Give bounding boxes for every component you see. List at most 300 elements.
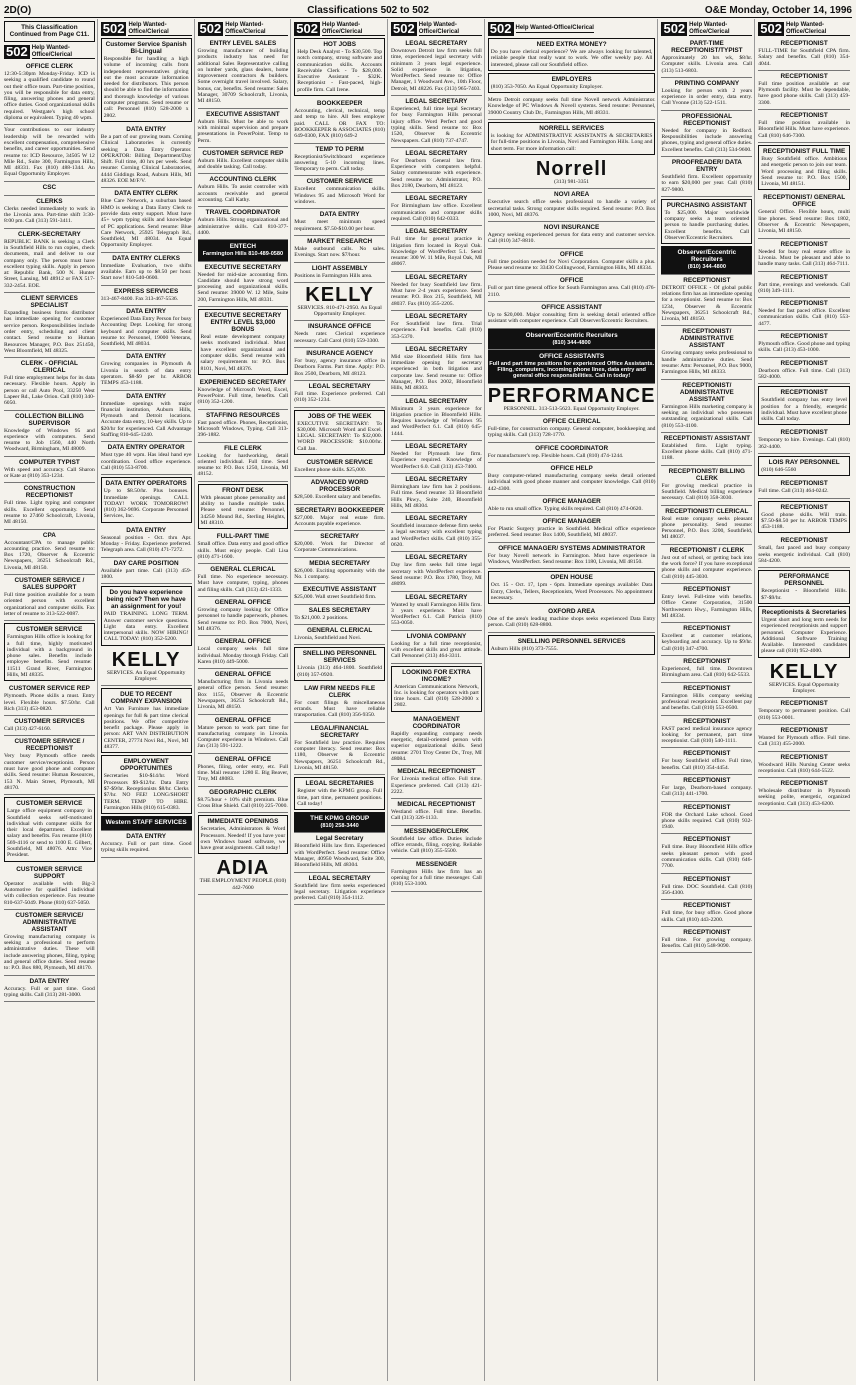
advertiser-logo-text: KELLY [769, 660, 839, 683]
classified-ad [198, 174, 289, 207]
ad-title: PROFESSIONAL RECEPTIONIST [681, 112, 733, 127]
classified-ad [4, 61, 95, 125]
ad-body: Looking for a full time receptionist, with excellent skills and great attitude. Call Personnel (313) 464-3311. [391, 640, 482, 660]
classification-header [198, 22, 289, 36]
ad-title: FULL-PART TIME [216, 533, 270, 541]
classified-ad [488, 496, 656, 516]
ad-title: STAFFING RESOURCES [206, 411, 280, 419]
ad-body: Full time. Experience preferred. Call (810) 352-1234. [294, 390, 386, 404]
advertiser-logo-text: Norrell [535, 157, 608, 180]
ad-body: Looking for person with 2 years experience in order entry, data entry. Call Yvonne (313) 522-1511. [661, 87, 753, 107]
classified-ad [294, 683, 385, 723]
ad-body: Day law firm seeks full time legal secretary with WordPerfect experience. Send resume: P.O. Box 1780, Troy, MI 48099. [391, 562, 482, 588]
ad-body: Busy Southfield office. Ambitious and energetic person to join our team. Word processing and filing skills. Send resume to: P.O. Box 1500, Livonia, MI 48151. [761, 155, 847, 188]
classified-ad [661, 275, 752, 327]
ad-title: COMPUTER TYPIST [19, 458, 80, 466]
ad-body: Needs rater. Clerical experience necessary. Call Carol (810) 559-3300. [294, 331, 386, 344]
ad-body: Manufacturing firm in Livonia needs general office person. Send resume: Box 1155, Observer & Eccentric Newspapers, 36251 Schoolcraft Rd., Livonia, MI 48150. [197, 679, 289, 711]
classified-ad [391, 799, 482, 826]
ad-title: DATA ENTRY CLERK [114, 190, 178, 198]
ad-title: LEGAL SECRETARY [405, 345, 468, 353]
ad-title: LOIS RAY PERSONNEL [768, 458, 840, 466]
classified-ad [758, 71, 850, 110]
ad-title: FILE CLERK [224, 444, 262, 452]
ad-title: LEGAL SECRETARY [405, 593, 468, 601]
ad-body: Make outbound calls. No sales. Evenings. Start now. $7/hour. [294, 245, 386, 259]
ad-body: Full time. No experience necessary. Must have computer, typing, phones and filing skills. Call (313) 421-1333. [197, 574, 289, 593]
classified-ad [294, 505, 385, 532]
classified-ad [198, 564, 289, 597]
classified-ad [661, 380, 752, 433]
ad-title: RECEPTIONIST [780, 72, 828, 80]
advertiser-logo-text: KELLY [305, 283, 375, 306]
ad-title: GENERAL OFFICE [214, 638, 272, 646]
ad-body: Full time position needed for Novi Corporation. Computer skills a plus. Please send resume to: 33430 Collingwood, Farmington Hills, MI 48334. [487, 258, 656, 272]
ad-body: Growing manufacturing company is seeking a professional to perform administrative duties. These will include answering phones, filing, typing and general office duties. Send resume to: P.O. Box 880, Plymouth, MI 48170. [4, 933, 95, 972]
ad-title: LEGAL SECRETARIES [305, 780, 374, 788]
ad-body: Accuracy. Full or part time. Good typing skills. Call (313) 281-3000. [4, 985, 95, 998]
ad-title: RECEPTIONIST [780, 389, 828, 397]
classified-ad [198, 207, 289, 240]
ad-body: Experienced, full time legal Secretary for busy Farmington Hills personal injury office. Word Perfect and good typing skills. Send resume to: Box 1520, Observer & Eccentric Newspapers. Call (810) 737-4747. [391, 106, 482, 144]
ad-body: Needed for fast paced office. Excellent communication skills. Call (810) 553-4477. [758, 308, 850, 327]
classification-label: Help Wanted-Office/Clerical [128, 22, 191, 35]
classified-ad [661, 78, 752, 111]
ad-title: RECEPTIONIST [780, 112, 828, 120]
ad-title: LEGAL SECRETARY [405, 443, 468, 451]
ad-body: Just out of school, or getting back into the work force? If you have exceptional phone skills and computer experience. Call (810) 445-3030. [661, 554, 753, 580]
ad-title: EXECUTIVE ASSISTANT [206, 110, 280, 118]
ad-body: Rapidly expanding company needs energetic, detail-oriented person with superior organizational skills. Send resume: 2701 Troy Center Dr., Troy, MI 48084. [391, 730, 482, 762]
ad-body: Full time position available in Bloomfield Hills. Must have experience. Call (810) 646-7300. [758, 120, 850, 139]
ad-body: Excellent communication skills. Windows 95 and Microsoft Word for windows. [294, 186, 386, 206]
ad-body: Experienced, full time. Downtown Birmingham area. Call (810) 642-5533. [661, 666, 753, 679]
classified-ad [488, 606, 656, 633]
ad-title: RECEPTIONIST/ ASSISTANT [663, 434, 750, 442]
ad-body: Experienced Data Entry Person for busy Accounting Dept. Looking for strong keyboard and computer skills. Send resume to: Personnel, 19000 Veterans, Southfield, MI 48034. [100, 315, 192, 348]
classified-ad [294, 263, 385, 283]
classified-ad [198, 262, 289, 307]
classified-ad [758, 192, 850, 238]
ad-body: Bloomfield Hills law firm. Experienced with WordPerfect. Send resume: Office Manager, 40950 Woodward, Suite 300, Bloomfield Hills, MI 48304. [294, 843, 386, 869]
ad-body: Needed for mid-size accounting firm. Candidate should have strong word processing and organizational skills. Send resume: 39000 W. 12 Mile, Suite 200, Farmington Hills, MI 48331. [197, 271, 289, 303]
classification-number: 502 [6, 44, 28, 59]
classified-ad [101, 688, 192, 753]
classified-ad [391, 96, 482, 148]
ad-title: NORRELL SERVICES [539, 125, 604, 133]
classified-ad [391, 513, 482, 552]
classification-header [758, 22, 850, 36]
ad-title: INSURANCE OFFICE [308, 323, 372, 331]
classification-number: 502 [296, 21, 318, 36]
classification-header [4, 45, 95, 59]
ad-body: With pleasant phone personality and ability to handle multiple tasks. Please send resume: Personnel, 34250 Mound Rd., Sterling Heights, MI 48310. [200, 494, 286, 526]
classified-ad [488, 571, 656, 604]
classification-number: 502 [199, 21, 222, 36]
ad-body: Entry level. Full-time with benefits. Office Center Corporation, 31500 Northwestern Hwy., Farmington Hills, MI 48334. [661, 593, 753, 619]
ad-body: (810) 344-4800 [687, 264, 726, 271]
ad-title: OFFICE [559, 250, 584, 258]
ad-body: Livonia, Southfield and Novi. [294, 634, 362, 641]
classified-ad [198, 597, 289, 636]
ad-body: Executive search office seeks professional to handle a variety of secretarial tasks. Strong computer skills required. Send resume: P.O. Box 1000, Novi, MI 48376. [487, 199, 656, 218]
classified-ad [4, 736, 95, 795]
ad-body: Secretaries $10-$14/hr. Word Processors $9-$12/hr. Data Entry $7-$9/hr. Receptionists $8/hr. Clerks $7/hr. NO FEE! LONG/SHORT TERM. TEMP TO HIRE. Farmington Hills (810) 615-0383. [103, 773, 189, 811]
ad-body: SERVICES. 810-471-2950. An Equal Opportunity Employer. [297, 304, 382, 318]
classified-ad [488, 350, 656, 384]
classified-ad [391, 193, 482, 226]
ad-body: Farmington Hills office is looking for a full time, highly motivated individual with a background in phone sales. Benefits include employee benefits. Send resume: 11511 Grand River, Farmington Hills, MI 48335. [7, 634, 92, 678]
ad-title: CUSTOMER SERVICE REP [8, 685, 90, 693]
column-1 [4, 19, 98, 1381]
ad-body: Southfield company has entry level position for a friendly, energetic individual. Must have excellent phone skills. Call today. [761, 397, 847, 423]
classified-ad [391, 592, 482, 631]
classified-ad [294, 283, 385, 322]
ad-title: DATA ENTRY [319, 211, 360, 219]
ad-body: DETROIT OFFICE - Of global public relations firm has an immediate opening for a receptionist. Send resume to: Box 1234, Observer & Eccentric Newspapers, 36251 Schoolcraft Rd., Livonia, MI 48150. [661, 284, 753, 323]
classified-ad [758, 298, 850, 331]
ad-body: $26,000. Exciting opportunity with the No. 1 company. [294, 567, 386, 581]
ad-title: ENTRY LEVEL SALES [209, 40, 277, 47]
ad-body: Phones, filing, order entry, etc. Full time. Mail resume: 1280 E. Big Beaver, Troy, MI 48083. [197, 763, 289, 783]
classified-ad [101, 525, 192, 558]
classified-ad [101, 442, 192, 475]
classification-label: Help Wanted-Office/Clerical [689, 22, 752, 35]
ad-title: RECEPTIONIST [683, 750, 731, 758]
ad-body: Be a part of our growing team. Corning Clinical Laboratories is currently seeking a Data Entry Operator. OPERATOR: Billing Department/Day Shift. Full time, 40 hrs per week. Send resume: Corning Clinical Laboratories, 4444 Giddings Road, Auburn Hills, MI 48326. EOE M/F/V. [100, 133, 192, 185]
ad-body: Needed for busy real estate office in Livonia. Must be pleasant and able to handle many tasks. Call (313) 464-7111. [758, 248, 850, 268]
ad-title: RECEPTIONIST [683, 902, 731, 910]
classified-ad [294, 236, 385, 263]
ad-body: $8.75/hour + 10% shift premium. Blue Cross Blue Shield. Call (810) 225-7000. [197, 796, 289, 809]
ad-title: GENERAL CLERICAL [307, 626, 373, 634]
ad-title: CONSTRUCTION RECEPTIONIST [23, 485, 76, 500]
ad-title: LEGAL SECRETARY [405, 228, 468, 236]
ad-title: RECEPTIONIST [780, 300, 828, 308]
classified-ad [294, 777, 385, 810]
ad-body: EXECUTIVE SECRETARY: To $30,000. Microsoft Word and Excel. LEGAL SECRETARY: To $32,000. WORD PROCESSOR: $10.00/hr. Call Jan. [297, 420, 383, 452]
ad-body: Full-time, for construction company. General computer, bookkeeping and typing skills. Call (313) 728-1770. [487, 426, 656, 439]
classified-ad [198, 856, 289, 895]
classified-ad [101, 648, 192, 687]
ad-title: MANAGEMENT COORDINATOR [412, 715, 461, 730]
ad-title: CSC [42, 183, 57, 191]
ad-title: RECEPTIONIST [780, 503, 828, 511]
ad-title: OFFICE ASSISTANT [541, 303, 602, 311]
ad-title: LEGAL SECRETARY [405, 397, 468, 405]
ad-body: Receptionist/Switchboard experience answering 5-10 incoming lines. Temporary to perm. Call today. [294, 153, 386, 173]
ad-title: LEGAL/FINANCIAL SECRETARY [310, 724, 369, 739]
classified-ad [758, 660, 850, 699]
ad-title: DATA ENTRY [126, 526, 167, 534]
ad-title: RECEPTIONIST [780, 537, 828, 545]
ad-body: Full time for general practice in litigation firm located in Royal Oak. Knowledge of WordPerfect 5.1. Send resume: 300 W. 11 Mile, Royal Oak, MI 48067. [391, 236, 482, 268]
ad-title: OPEN HOUSE [550, 574, 593, 582]
classified-ad [4, 683, 95, 716]
classified-ad [101, 306, 192, 351]
ad-title: RECEPTIONIST/ BILLING CLERK [668, 467, 746, 482]
ad-title: SALES SECRETARY [308, 606, 371, 614]
classified-ad [4, 797, 95, 861]
ad-title: EMPLOYERS [551, 75, 592, 83]
ad-body: Part time, evenings and weekends. Call (810) 349-1111. [758, 281, 850, 294]
ad-title: CUSTOMER SERVICE/ ADMINISTRATIVE ASSISTANT [15, 911, 84, 933]
ad-body: For Southfield law practice. Requires computer literacy. Send resume: Box 1180, Observer & Eccentric Newspapers, 36251 Schoolcraft Rd., Livonia, MI 48150. [294, 739, 386, 771]
ad-title: CUSTOMER SERVICE [16, 800, 83, 808]
classified-ad [661, 584, 752, 623]
ad-title: LEGAL SECRETARY [405, 98, 468, 106]
ad-title: OFFICE [559, 277, 584, 285]
ad-body: (313) 981-3351 [554, 178, 590, 185]
ad-body: Full time, for busy office. Good phone skills. Call (810) 443-2200. [661, 910, 753, 923]
ad-title: DATA ENTRY CLERKS [112, 254, 180, 262]
ad-body: Temporary to permanent position. Call (810) 553-0001. [758, 708, 850, 721]
ad-body: Westland office. Full time. Benefits. Call (313) 326-1133. [391, 809, 482, 822]
ad-title: RECEPTIONIST / CLERK [669, 546, 745, 554]
ad-body: Must meet minimum speed requirement. $7.50-$10.00 per hour. [294, 219, 386, 232]
classified-ad [391, 396, 482, 441]
classified-ad [294, 625, 385, 645]
ad-body: For Plastic Surgery practice in Southfield. Medical office experience preferred. Send resume: Box 1400, Southfield, MI 48037. [487, 526, 656, 539]
classified-ad [101, 477, 192, 522]
ad-body: Full time. Light typing and computer skills. Excellent opportunity. Send resume to 27460 Schoolcraft, Livonia, MI 48150. [4, 500, 95, 526]
classified-ad [101, 586, 192, 645]
ad-body: Agency seeking experienced person for data entry and customer service. Call (810) 347-8810. [487, 232, 656, 245]
column-2 [101, 19, 195, 1381]
column-6 [488, 19, 659, 1381]
ad-title: RECEPTIONIST [780, 753, 828, 761]
classified-ad [488, 189, 656, 222]
classified-ad [661, 199, 752, 244]
classification-header [661, 22, 752, 36]
ad-title: RECEPTIONIST [683, 717, 731, 725]
ad-title: TEMP TO PERM [315, 145, 364, 153]
classified-ad [101, 558, 192, 585]
ad-title: CLERKS [36, 197, 63, 205]
ad-body: Local company seeks full time individual. Monday through Friday. Call Karen (810) 449-5000. [197, 646, 289, 665]
classified-ad [758, 239, 850, 272]
ad-title: EXPERIENCED SECRETARY [199, 378, 287, 386]
page-number: 2D(O) [4, 4, 32, 16]
ad-body: Oct. 15 - Oct. 17, 1pm - 6pm. Immediate openings available: Data Entry, Clerks, Tellers, Receptionists, Word Processors. No appointment necessary. [490, 582, 653, 601]
classified-ad [661, 466, 752, 506]
ad-title: DATA ENTRY [126, 307, 167, 315]
ad-body: Call (313) 427-6160. [4, 726, 52, 733]
classified-ad [758, 698, 850, 725]
ad-body: Farmington Hills law firm has an opening for a full time messenger. Call (810) 553-3100. [391, 868, 482, 888]
classified-ad [198, 377, 289, 410]
classified-ad [661, 874, 752, 901]
ad-title: SECRETARY/ BOOKKEEPER [295, 506, 384, 514]
ad-title: DATA ENTRY OPERATORS [105, 480, 187, 488]
classified-ad [391, 631, 482, 664]
classified-ad [101, 188, 192, 252]
classified-ad [758, 478, 850, 498]
ad-title: DATA ENTRY [126, 125, 167, 133]
ad-title: RECEPTIONIST [780, 273, 828, 281]
classification-label: Help Wanted-Office/Clerical [515, 25, 594, 32]
ad-title: OFFICE CLERK [25, 63, 73, 70]
ad-title: SNELLING PERSONNEL SERVICES [517, 637, 626, 645]
ad-body: Full or part time general office for South Farmington area. Call (810) 476-2110. [487, 285, 656, 298]
classified-ad [391, 766, 482, 799]
ad-title: MEDICAL RECEPTIONIST [397, 801, 476, 809]
classified-ad [4, 457, 95, 484]
classified-ad [758, 386, 850, 425]
ad-title: OFFICE COORDINATOR [535, 444, 609, 452]
ad-title: DATA ENTRY [126, 353, 167, 361]
ad-body: Southfield firm. Excellent opportunity to earn $20,000 per year. Call (810) 827-9800. [661, 173, 753, 193]
ad-title: RECEPTIONIST [683, 658, 731, 666]
ad-title: LEGAL SECRETARY [405, 40, 468, 47]
ad-title: EXECUTIVE ASSISTANT [302, 586, 377, 594]
ad-body: Wholesale distributor in Plymouth seeking polite, energetic, organized receptionist. Call (313) 453-6200. [758, 788, 850, 807]
ad-title: MEDIA SECRETARY [309, 559, 371, 567]
classified-ad [294, 477, 385, 504]
ad-title: LIGHT ASSEMBLY [311, 264, 368, 272]
ad-title: MARKET RESEARCH [307, 237, 373, 245]
ad-body: Urgent short and long term needs for experienced receptionists and support personnel. Computer Experience. Additional Software Training Available. Interested candidates please call (810) 952-4000. [761, 616, 847, 655]
ad-body: Southfield insurance defense firm seeks a legal secretary with excellent typing and WordPerfect skills. Call (810) 355-0620. [391, 523, 482, 549]
classified-ad [4, 575, 95, 621]
ad-body: For large, Dearborn-based company. Call (313) 441-1700. [661, 785, 753, 798]
classified-ad [294, 381, 385, 408]
classified-ad [198, 636, 289, 669]
ad-title: DATA ENTRY [29, 977, 70, 985]
ad-title: RECEPTIONIST FULL TIME [762, 147, 846, 155]
ad-title: CUSTOMER SERVICE / SALES SUPPORT [14, 577, 85, 592]
classified-ad [4, 196, 95, 229]
classified-ad [758, 38, 850, 71]
classified-ad [4, 411, 95, 457]
classified-ad [294, 410, 385, 455]
classification-number: 502 [760, 21, 782, 36]
classified-ad [758, 427, 850, 454]
ad-title: LEGAL SECRETARY [405, 554, 468, 562]
ad-body: With speed and accuracy. Call Sharon or Kate at (810) 353-1234. [4, 466, 95, 480]
classified-ad [758, 456, 850, 476]
ad-body: THE EMPLOYMENT PEOPLE (810) 442-7600 [199, 878, 287, 891]
classified-ad [198, 754, 289, 787]
ad-title: RECEPTIONIST/ GENERAL OFFICE [763, 194, 846, 209]
ad-title: Western STAFF SERVICES [105, 819, 187, 827]
classified-ad [758, 501, 850, 534]
ad-title: Do you have experience being nice? Then we have an assignment for you! [106, 589, 186, 611]
classified-ad [4, 910, 95, 976]
ad-body: Woodward Hills Nursing Center seeks receptionist. Call (810) 644-5522. [758, 761, 850, 774]
classified-ad [198, 148, 289, 175]
ad-body: For Livonia medical office. Full time. Experience preferred. Call (313) 421-2222. [391, 776, 482, 795]
ad-body: Responsible for handling a high volume of incoming calls from independent representatives giving out the most accurate information needed for distributors. This person should be able to find the information and thorough knowledge of various computer programs. Send resume or call: Personnel (810) 528-2000 x 2802. [103, 56, 189, 119]
ad-body: Needed for company in Redford. Responsibilities include answering phones, typing and general office duties. Excellent benefits. Call (313) 534-9600. [661, 127, 753, 153]
classified-ad [758, 535, 850, 568]
ad-title: NOVI INSURANCE [543, 224, 600, 232]
classified-ad [758, 606, 850, 658]
ad-title: RECEPTIONIST [780, 726, 828, 734]
classified-ad [294, 209, 385, 236]
ad-body: For busy, agency insurance office in Dearborn Farms. Part time. Apply: P.O. Box 2500, Dearborn, MI 48123. [294, 358, 386, 377]
classification-label: Help Wanted-Office/Clerical [786, 22, 850, 35]
ad-title: CUSTOMER SERVICE [306, 178, 373, 186]
ad-body: Temporary to hire. Evenings. Call (810) 362-4400. [758, 437, 850, 450]
classified-ad [488, 95, 656, 120]
ad-title: RECEPTIONIST/ ADMINISTRATIVE ASSISTANT [679, 328, 734, 350]
classified-ad [488, 157, 656, 189]
ad-body: 12:30-5:30pm Monday-Friday. ICD is seeking a qualified candidate to round out their office team. Part-time position, you will be responsible for data entry, filing, answering phones and general office duties. Good organizational skills required. Westgate's high school diploma or equivalent. Typing 40 wpm. [4, 71, 95, 122]
classified-ad [198, 787, 289, 814]
ad-body: (810) 344-4800 [552, 339, 591, 346]
ad-body: Full and part time positions for experienced Office Assistants. Filing, computers, incoming phone lines, data entry and general office responsibilities. Call in today! [489, 360, 655, 380]
ad-body: is looking for ADMINISTRATIVE ASSISTANTS & SECRETARIES for full-time positions in Livonia, Novi and Farmington Hills. Long and short term. For more information call: [490, 133, 653, 152]
column-7 [661, 19, 755, 1381]
ad-body: $28,500. Excellent salary and benefits. [294, 494, 382, 501]
ad-body: Auburn Hills. To assist controller with accounts receivable and general accounting. Call Kathy. [197, 184, 289, 204]
ad-body: SERVICES. An Equal Opportunity Employer. [106, 669, 186, 682]
ad-title: LEGAL SECRETARY [308, 382, 371, 390]
ad-body: For court filings & miscellaneous errands. Must have reliable transportation. Call (810) 356-9350. [294, 699, 386, 719]
classified-ad [661, 716, 752, 749]
ad-body: Positions in Farmington Hills area. [294, 272, 373, 279]
advertiser-logo-text: PERFORMANCE [487, 384, 656, 407]
classification-number: 502 [393, 21, 415, 36]
ad-title: RECEPTIONIST [780, 780, 828, 788]
classified-ad [101, 391, 192, 443]
ad-title: Receptionists & Secretaries [761, 608, 847, 616]
ad-title: Customer Service Spanish Bi-Lingual [105, 41, 187, 55]
ad-title: EXPRESS SERVICES [114, 287, 179, 295]
ad-body: Accounting, clerical, technical, temp and temp to hire. All fees employer paid. CALL OR FAX TO: BOOKKEEPER & ASSOCIATES (810) 649-0300, FAX (810) 649-2 [294, 108, 386, 140]
ad-body: (810) 353-7050. An Equal Opportunity Employer. [490, 83, 603, 90]
ad-title: LEGAL SECRETARY [405, 273, 468, 281]
ad-body: Full time. Busy Bloomfield Hills office seeks pleasant person with good communication skills. Call (810) 646-7700. [661, 844, 753, 870]
column-8 [758, 19, 852, 1381]
ad-body: REPUBLIC BANK is seeking a Clerk in Southfield Hills to run copies, check documents, mail and deliver to our company only. The person must have excellent typing skills. Apply in person at: Republic Bank, 500 N. Hunter Street, Lansing, MI 48912 or FAX 517-332-2454. EOE. [4, 238, 95, 289]
ad-body: Excellent at customer relations, keyboarding and accuracy. Up to $9/hr. Call (810) 347-4700. [661, 633, 753, 652]
classified-ad [488, 543, 656, 570]
classified-ad [198, 443, 289, 482]
ad-body: $27,000. Major real estate firm. Accounts payable experience. [294, 514, 386, 527]
ad-title: GENERAL OFFICE [214, 671, 272, 679]
ad-body: Immediate Evaluation, two shifts available. Earn up to $8.50 per hour. Start now! 810-540-0600. [100, 262, 192, 282]
classified-ad [391, 226, 482, 271]
classified-ad [758, 331, 850, 358]
classified-ad [101, 755, 192, 814]
classified-ad [391, 148, 482, 193]
ad-title: TRAVEL COORDINATOR [205, 209, 281, 217]
classified-ad [391, 859, 482, 892]
ad-title: LEGAL SECRETARY [405, 312, 468, 320]
classified-ad [4, 229, 95, 293]
classified-ad [661, 157, 752, 197]
ad-body: Large office equipment company in Southfield seeks self-motivated individual with computer skills for their local department. Excellent salary and benefits. Fax resume (810) 569-4116 or send to 1100 E. Gilbert, Southfield, MI 48076. Attn: Vice President. [7, 808, 92, 859]
ad-body: Seasonal position - Oct. thru Apr. Monday - Friday. Experience preferred. Telegraph area. Call (810) 471-7272. [100, 534, 192, 554]
classified-ad [661, 802, 752, 835]
ad-body: Growing company seeks professional to handle administrative duties. Send resume: Attn: Personnel, P.O. Box 9000, Farmington Hills, MI 48333. [661, 350, 753, 376]
column-4 [294, 19, 388, 1381]
classified-ad [294, 833, 385, 872]
ad-title: CUSTOMER SERVICE [306, 458, 373, 466]
ad-body: PERSONNEL. 313-513-5623. Equal Opportunity Employer. [503, 405, 640, 412]
ad-title: MESSENGER/CLERK [404, 827, 469, 835]
ad-title: RECEPTIONIST [683, 928, 731, 936]
ad-title: EXECUTIVE SECRETARY [204, 263, 282, 271]
ad-title: CUSTOMER SERVICES [14, 718, 85, 726]
classified-ad [101, 831, 192, 858]
classified-ad [4, 976, 95, 1003]
ad-title: LEGAL SECRETARY [405, 149, 468, 157]
ad-body: Your contributions to our industry leadership will be rewarded with excellent compensation, comprehensive benefits, and career opportunities. Send resume to: ICD Resource, 34505 W 12 Mile Rd., Suite 300, Farmington Hills, MI 48331. Fax (810) 488-1344. An Equal Opportunity Employer. [4, 127, 95, 178]
ad-body: Must type 40 wpm. Has ideal hand eye coordination. Good office experience. Call (810) 553-8700. [100, 452, 192, 471]
